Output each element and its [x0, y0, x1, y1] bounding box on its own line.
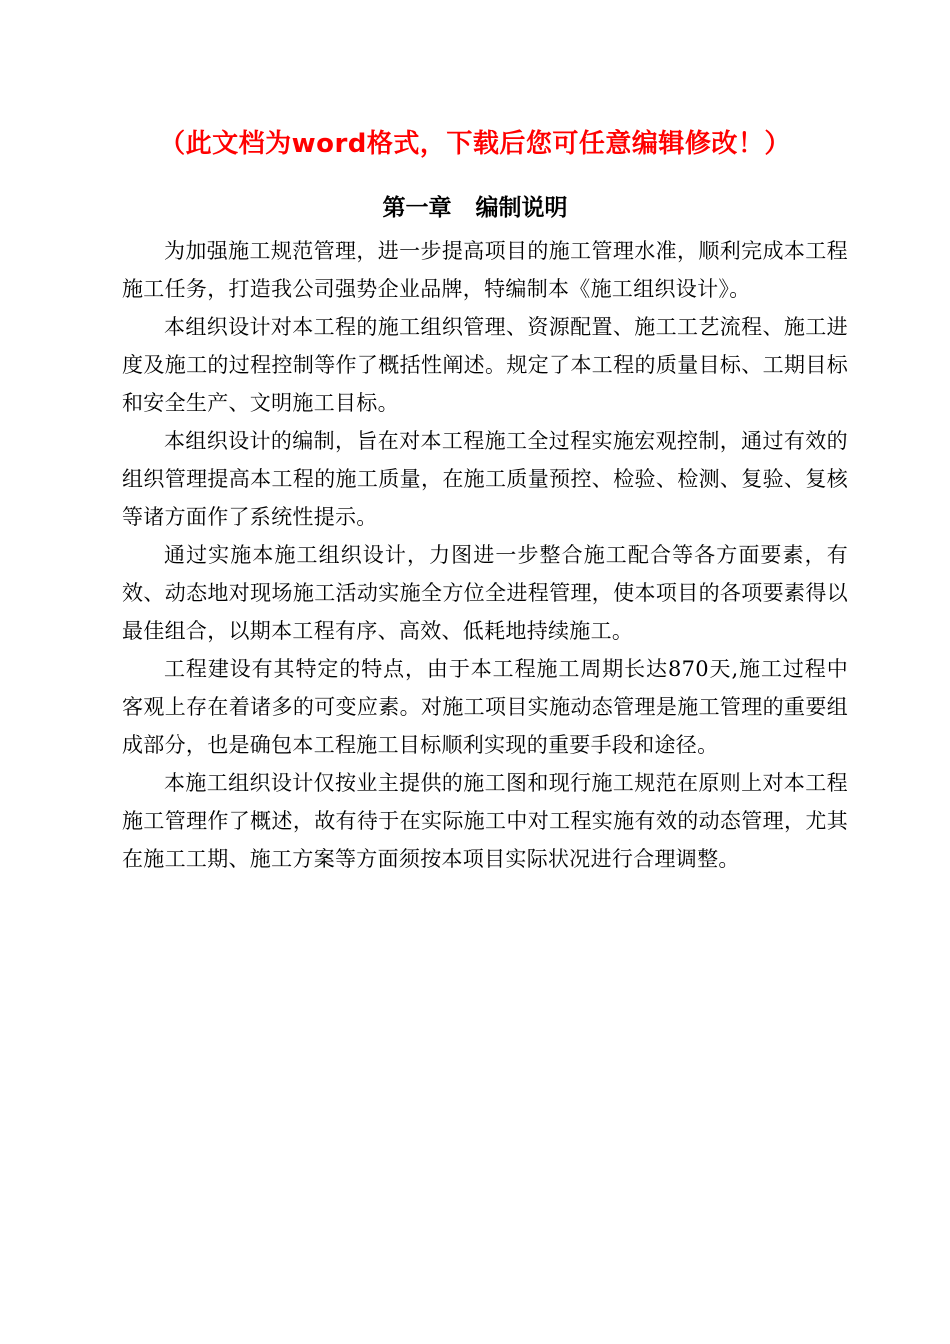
- chapter-title: 第一章 编制说明: [382, 195, 568, 221]
- paragraph: 通过实施本施工组织设计，力图进一步整合施工配合等各方面要素，有效、动态地对现场施工活动实施全方位全进程管理，使本项目的各项要素得以最佳组合，以期本工程有序、高效、低耗地持续施工。: [122, 543, 848, 643]
- document-body: [122, 232, 848, 878]
- format-notice: （此文档为word格式，下载后您可任意编辑修改！）: [159, 129, 791, 159]
- paragraph: 工程建设有其特定的特点，由于本工程施工周期长达870天,施工过程中客观上存在着诸多的可变应素。对施工项目实施动态管理是施工管理的重要组成部分，也是确包本工程施工目标顺利实现的重要手段和途径。: [122, 657, 848, 757]
- paragraph: 为加强施工规范管理，进一步提高项目的施工管理水准，顺利完成本工程施工任务，打造我公司强势企业品牌，特编制本《施工组织设计》。: [122, 239, 848, 301]
- paragraph: 本组织设计对本工程的施工组织管理、资源配置、施工工艺流程、施工进度及施工的过程控制等作了概括性阐述。规定了本工程的质量目标、工期目标和安全生产、文明施工目标。: [122, 315, 848, 415]
- paragraph: 本组织设计的编制，旨在对本工程施工全过程实施宏观控制，通过有效的组织管理提高本工程的施工质量，在施工质量预控、检验、检测、复验、复核等诸方面作了系统性提示。: [122, 429, 848, 529]
- paragraph: 本施工组织设计仅按业主提供的施工图和现行施工规范在原则上对本工程施工管理作了概述，故有待于在实际施工中对工程实施有效的动态管理，尤其在施工工期、施工方案等方面须按本项目实际状况进行合理调整。: [122, 771, 848, 871]
